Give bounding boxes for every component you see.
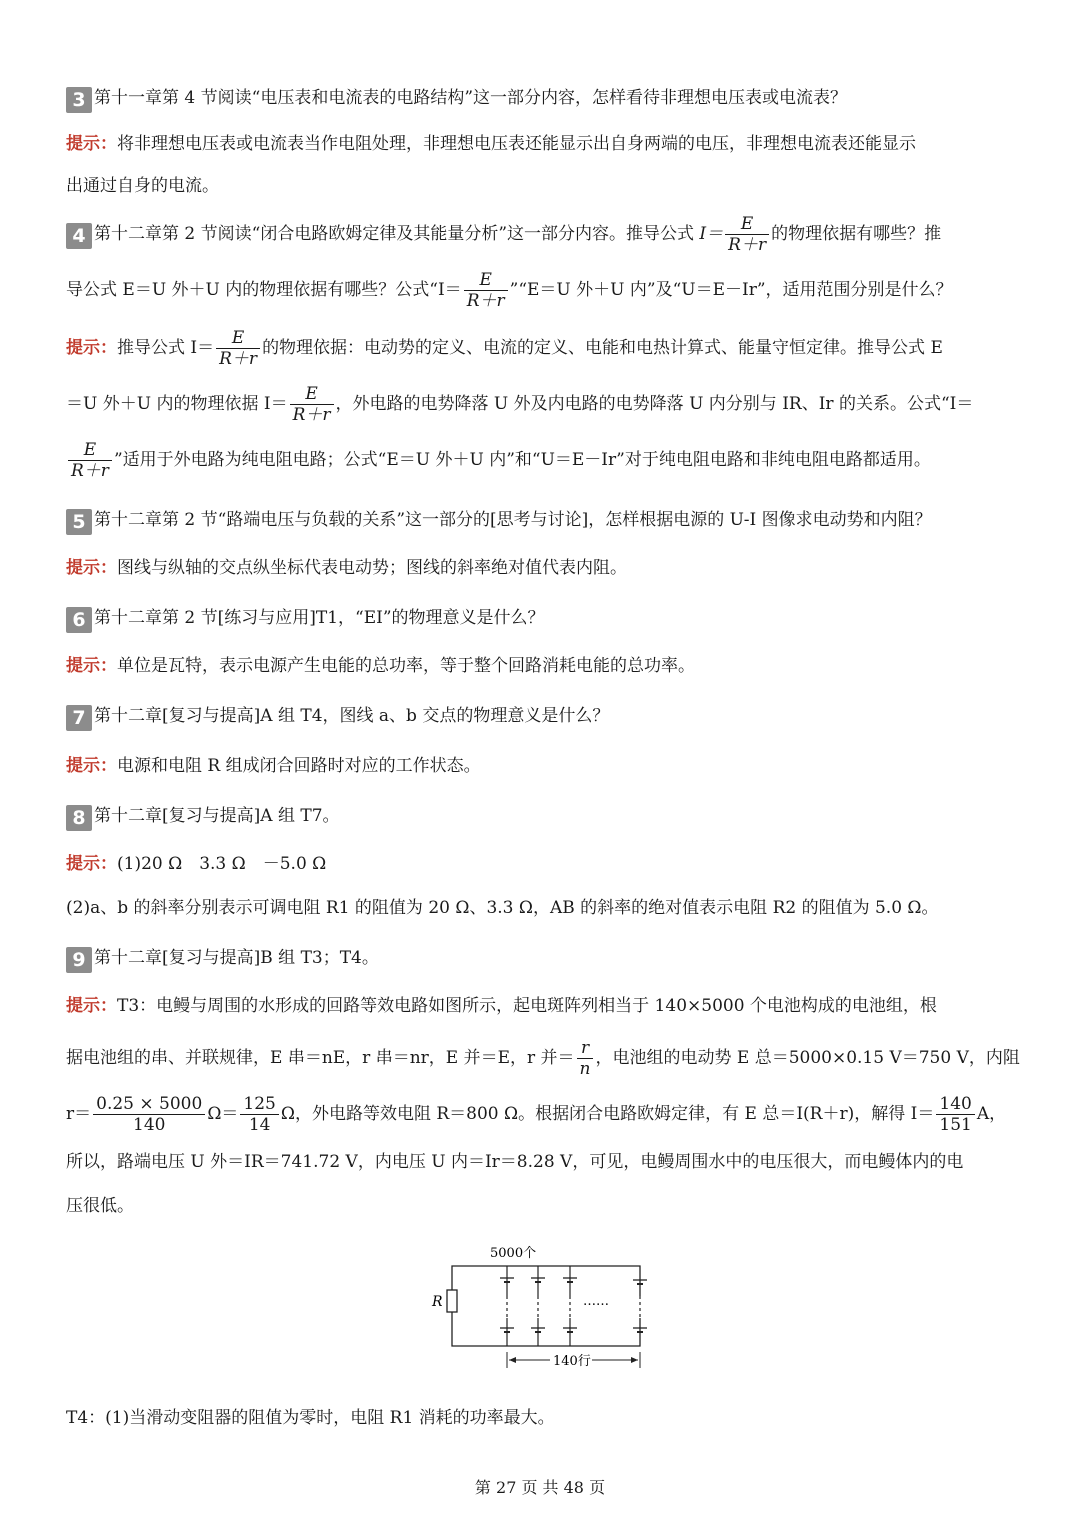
question-text: 第十二章[复习与提高]B 组 T3；T4。 <box>94 948 379 968</box>
hint-text: (2)a、b 的斜率分别表示可调电阻 R1 的阻值为 20 Ω、3.3 Ω，AB 的斜率的绝对值表示电阻 R2 的阻值为 5.0 Ω。 <box>66 898 939 918</box>
battery-column-1 <box>500 1266 514 1346</box>
fraction-numerator: E <box>216 328 260 349</box>
question-text: 第十二章[复习与提高]A 组 T4，图线 a、b 交点的物理意义是什么？ <box>94 706 610 726</box>
fraction-denominator: R＋r <box>71 461 109 481</box>
question-text: 的物理依据有哪些？推 <box>771 224 942 244</box>
resistor-symbol <box>447 1290 457 1312</box>
cells-count-label: 5000个 <box>490 1246 537 1261</box>
hint-text: 将非理想电压表或电流表当作电阻处理，非理想电压表还能显示出自身两端的电压，非理想电流表还能显示 <box>117 134 916 154</box>
circuit-wire <box>452 1266 640 1346</box>
question-number-badge: 9 <box>66 947 92 973</box>
fraction <box>93 1094 205 1135</box>
question-text: 第十二章第 2 节阅读“闭合电路欧姆定律及其能量分析”这一部分内容。推导公式 <box>94 224 695 244</box>
hint-text: r＝ <box>66 1104 92 1124</box>
arrow-head <box>631 1357 638 1363</box>
hint-9-line-5 <box>66 1194 134 1218</box>
hint-8-line-2 <box>66 896 939 920</box>
hint-text: ，电池组的电动势 E 总＝5000×0.15 V＝750 V，内阻 <box>595 1048 1020 1068</box>
fraction <box>725 214 769 255</box>
fraction <box>290 384 334 425</box>
hint-9-line-2 <box>66 1038 1020 1079</box>
hint-6 <box>66 654 695 678</box>
hint-7 <box>66 754 481 778</box>
question-text: 第十二章第 2 节[练习与应用]T1，“EI”的物理意义是什么？ <box>94 608 545 628</box>
battery-column-2 <box>531 1266 545 1346</box>
hint-5 <box>66 556 627 580</box>
question-text: 第十二章[复习与提高]A 组 T7。 <box>94 806 340 826</box>
question-6 <box>66 606 545 633</box>
question-number-badge: 7 <box>66 705 92 731</box>
hint-text: 的物理依据：电动势的定义、电流的定义、电能和电热计算式、能量守恒定律。推导公式 E <box>262 338 943 358</box>
fraction-numerator: E <box>725 214 769 235</box>
hint-text: T4：(1)当滑动变阻器的阻值为零时，电阻 R1 消耗的功率最大。 <box>66 1408 555 1428</box>
question-4-line-2 <box>66 270 953 311</box>
hint-text: 图线与纵轴的交点纵坐标代表电动势；图线的斜率绝对值代表内阻。 <box>117 558 627 578</box>
t4-line <box>66 1406 555 1430</box>
fraction-denominator: R＋r <box>728 235 767 255</box>
fraction-numerator: E <box>290 384 334 405</box>
hint-4-line-1 <box>66 328 943 369</box>
fraction <box>240 1094 278 1135</box>
fraction-numerator: 125 <box>240 1094 278 1115</box>
hint-8-line-1 <box>66 852 326 876</box>
fraction-denominator: R＋r <box>466 291 505 311</box>
hint-text: 推导公式 I＝ <box>117 338 215 358</box>
hint-label: 提示： <box>66 656 117 676</box>
question-number-badge: 6 <box>66 607 92 633</box>
question-8 <box>66 804 340 831</box>
hint-label: 提示： <box>66 558 117 578</box>
question-3 <box>66 86 847 113</box>
hint-text: Ω＝ <box>207 1104 239 1124</box>
question-5 <box>66 508 932 535</box>
hint-text: A， <box>976 1104 1007 1124</box>
hint-4-line-3 <box>66 440 931 481</box>
page-footer: 第 27 页 共 48 页 <box>474 1478 606 1497</box>
question-text: 第十二章第 2 节“路端电压与负载的关系”这一部分的[思考与讨论]，怎样根据电源的 U-I 图像求电动势和内阻？ <box>94 510 932 530</box>
hint-4-line-2 <box>66 384 973 425</box>
fraction-numerator: E <box>464 270 508 291</box>
hint-text: 据电池组的串、并联规律，E 串＝nE，r 串＝nr，E 并＝E，r 并＝ <box>66 1048 575 1068</box>
hint-text: 所以，路端电压 U 外＝IR＝741.72 V，内电压 U 内＝Ir＝8.28 V，可见，电鳗周围水中的电压很大，而电鳗体内的电 <box>66 1152 964 1172</box>
ellipsis-label: …… <box>583 1294 609 1309</box>
fraction-denominator: n <box>579 1059 591 1079</box>
fraction <box>68 440 112 481</box>
hint-text: T3：电鳗与周围的水形成的回路等效电路如图所示，起电斑阵列相当于 140×5000 个电池构成的电池组，根 <box>117 996 937 1016</box>
formula-text: I＝ <box>699 224 724 244</box>
fraction <box>936 1094 974 1135</box>
question-number-badge: 4 <box>66 223 92 249</box>
hint-text: (1)20 Ω 3.3 Ω －5.0 Ω <box>117 854 327 874</box>
question-number-badge: 8 <box>66 805 92 831</box>
fraction-numerator: r <box>577 1038 594 1059</box>
fraction-numerator: E <box>68 440 112 461</box>
resistor-label: R <box>432 1294 443 1310</box>
arrow-head <box>509 1357 516 1363</box>
fraction-numerator: 0.25 × 5000 <box>93 1094 205 1115</box>
hint-3-line-2 <box>66 174 219 198</box>
hint-label: 提示： <box>66 338 117 358</box>
hint-label: 提示： <box>66 756 117 776</box>
hint-text: 出通过自身的电流。 <box>66 176 219 196</box>
fraction-numerator: 140 <box>936 1094 974 1115</box>
hint-9-line-1 <box>66 994 937 1018</box>
question-text: 导公式 E＝U 外＋U 内的物理依据有哪些？公式“I＝ <box>66 280 462 300</box>
question-number-badge: 5 <box>66 509 92 535</box>
hint-text: ，外电路的电势降落 U 外及内电路的电势降落 U 内分别与 IR、Ir 的关系。公式“I＝ <box>335 394 974 414</box>
battery-column-3 <box>563 1266 577 1346</box>
fraction-denominator: 14 <box>248 1115 271 1135</box>
hint-label: 提示： <box>66 134 117 154</box>
question-7 <box>66 704 609 731</box>
fraction-denominator: 151 <box>939 1115 972 1135</box>
hint-text: ＝U 外＋U 内的物理依据 I＝ <box>66 394 288 414</box>
question-9 <box>66 946 379 973</box>
hint-text: ”适用于外电路为纯电阻电路；公式“E＝U 外＋U 内”和“U＝E－Ir”对于纯电阻电路和非纯电阻电路都适用。 <box>113 450 931 470</box>
rows-count-label: 140行 <box>553 1354 591 1369</box>
question-text: ”“E＝U 外＋U 内”及“U＝E－Ir”，适用范围分别是什么？ <box>509 280 953 300</box>
hint-9-line-3 <box>66 1094 1006 1135</box>
fraction <box>216 328 260 369</box>
fraction-denominator: 140 <box>133 1115 166 1135</box>
question-4 <box>66 214 941 255</box>
circuit-diagram <box>420 1238 660 1378</box>
hint-text: 电源和电阻 R 组成闭合回路时对应的工作状态。 <box>117 756 481 776</box>
question-number-badge: 3 <box>66 87 92 113</box>
hint-text: 单位是瓦特，表示电源产生电能的总功率，等于整个回路消耗电能的总功率。 <box>117 656 695 676</box>
fraction <box>577 1038 594 1079</box>
hint-label: 提示： <box>66 996 117 1016</box>
fraction-denominator: R＋r <box>219 349 258 369</box>
hint-label: 提示： <box>66 854 117 874</box>
fraction-denominator: R＋r <box>292 405 331 425</box>
hint-text: 压很低。 <box>66 1196 134 1216</box>
hint-3-line-1 <box>66 132 916 156</box>
question-text: 第十一章第 4 节阅读“电压表和电流表的电路结构”这一部分内容，怎样看待非理想电压表或电流表？ <box>94 88 848 108</box>
hint-9-line-4 <box>66 1150 963 1174</box>
fraction <box>464 270 508 311</box>
hint-text: Ω，外电路等效电阻 R＝800 Ω。根据闭合电路欧姆定律，有 E 总＝I(R＋r)，解得 I＝ <box>280 1104 935 1124</box>
